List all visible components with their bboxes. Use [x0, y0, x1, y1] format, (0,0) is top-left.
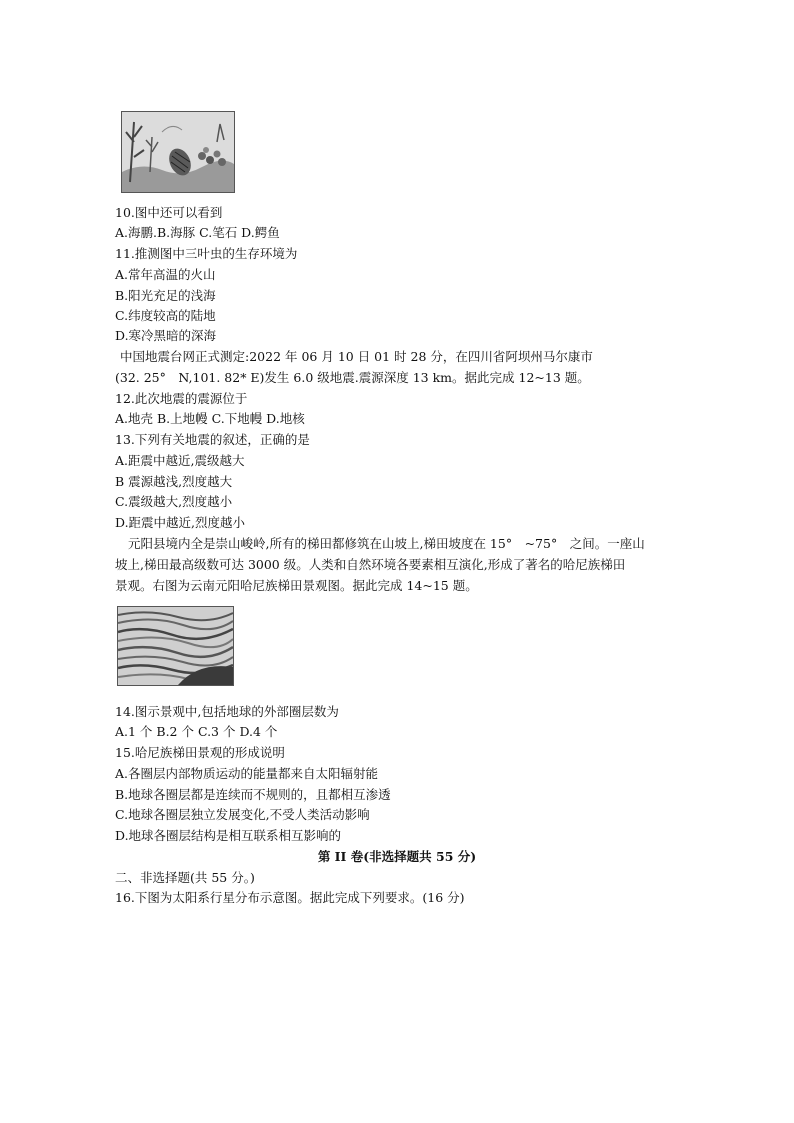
q11-option-b: B.阳光充足的浅海	[115, 288, 216, 303]
rice-terrace-figure	[117, 606, 234, 686]
terrace-passage-line-3: 景观。右图为云南元阳哈尼族梯田景观图。据此完成 14~15 题。	[115, 578, 478, 593]
q13-stem: 13.下列有关地震的叙述，正确的是	[115, 432, 310, 447]
q10-options: A.海鹏.B.海豚 C.笔石 D.鳄鱼	[115, 225, 280, 240]
q14-options: A.1 个 B.2 个 C.3 个 D.4 个	[115, 724, 278, 739]
section-2-heading: 二、非选择题(共 55 分。)	[115, 870, 255, 885]
q12-options: A.地壳 B.上地幔 C.下地幔 D.地核	[115, 411, 305, 426]
q11-option-d: D.寒冷黑暗的深海	[115, 328, 217, 343]
q13-option-c: C.震级越大,烈度越小	[115, 494, 233, 509]
q11-stem: 11.推测图中三叶虫的生存环境为	[115, 246, 298, 261]
q11-option-a: A.常年高温的火山	[115, 267, 216, 282]
section-2-title: 第 II 卷(非选择题共 55 分)	[317, 849, 477, 864]
q10-stem: 10.图中还可以看到	[115, 205, 223, 220]
terrace-passage-line-1: 元阳县境内全是崇山峻岭,所有的梯田都修筑在山坡上,梯田坡度在 15° ~75° 之间。一座山	[128, 536, 645, 551]
q13-option-b: B 震源越浅,烈度越大	[115, 474, 233, 489]
quake-passage-line-1: 中国地震台网正式测定:2022 年 06 月 10 日 01 时 28 分，在四川省阿坝州马尔康市	[120, 349, 593, 364]
q15-stem: 15.哈尼族梯田景观的形成说明	[115, 745, 285, 760]
q15-option-b: B.地球各圈层都是连续而不规则的，且都相互渗透	[115, 787, 391, 802]
terrace-passage-line-2: 坡上,梯田最高级数可达 3000 级。人类和自然环境各要素相互演化,形成了著名的哈尼族梯田	[115, 557, 626, 572]
quake-passage-line-2: (32. 25° N,101. 82* E)发生 6.0 级地震.震源深度 13 km。据此完成 12~13 题。	[115, 370, 590, 385]
q15-option-d: D.地球各圈层结构是相互联系相互影响的	[115, 828, 342, 843]
q16-stem: 16.下图为太阳系行星分布示意图。据此完成下列要求。(16 分)	[115, 890, 465, 905]
q13-option-d: D.距震中越近,烈度越小	[115, 515, 246, 530]
q15-option-c: C.地球各圈层独立发展变化,不受人类活动影响	[115, 807, 370, 822]
q13-option-a: A.距震中越近,震级越大	[115, 453, 245, 468]
q12-stem: 12.此次地震的震源位于	[115, 391, 248, 406]
q15-option-a: A.各圈层内部物质运动的能量都来自太阳辐射能	[115, 766, 379, 781]
trilobite-figure	[121, 111, 235, 193]
q14-stem: 14.图示景观中,包括地球的外部圈层数为	[115, 704, 339, 719]
q11-option-c: C.纬度较高的陆地	[115, 308, 216, 323]
